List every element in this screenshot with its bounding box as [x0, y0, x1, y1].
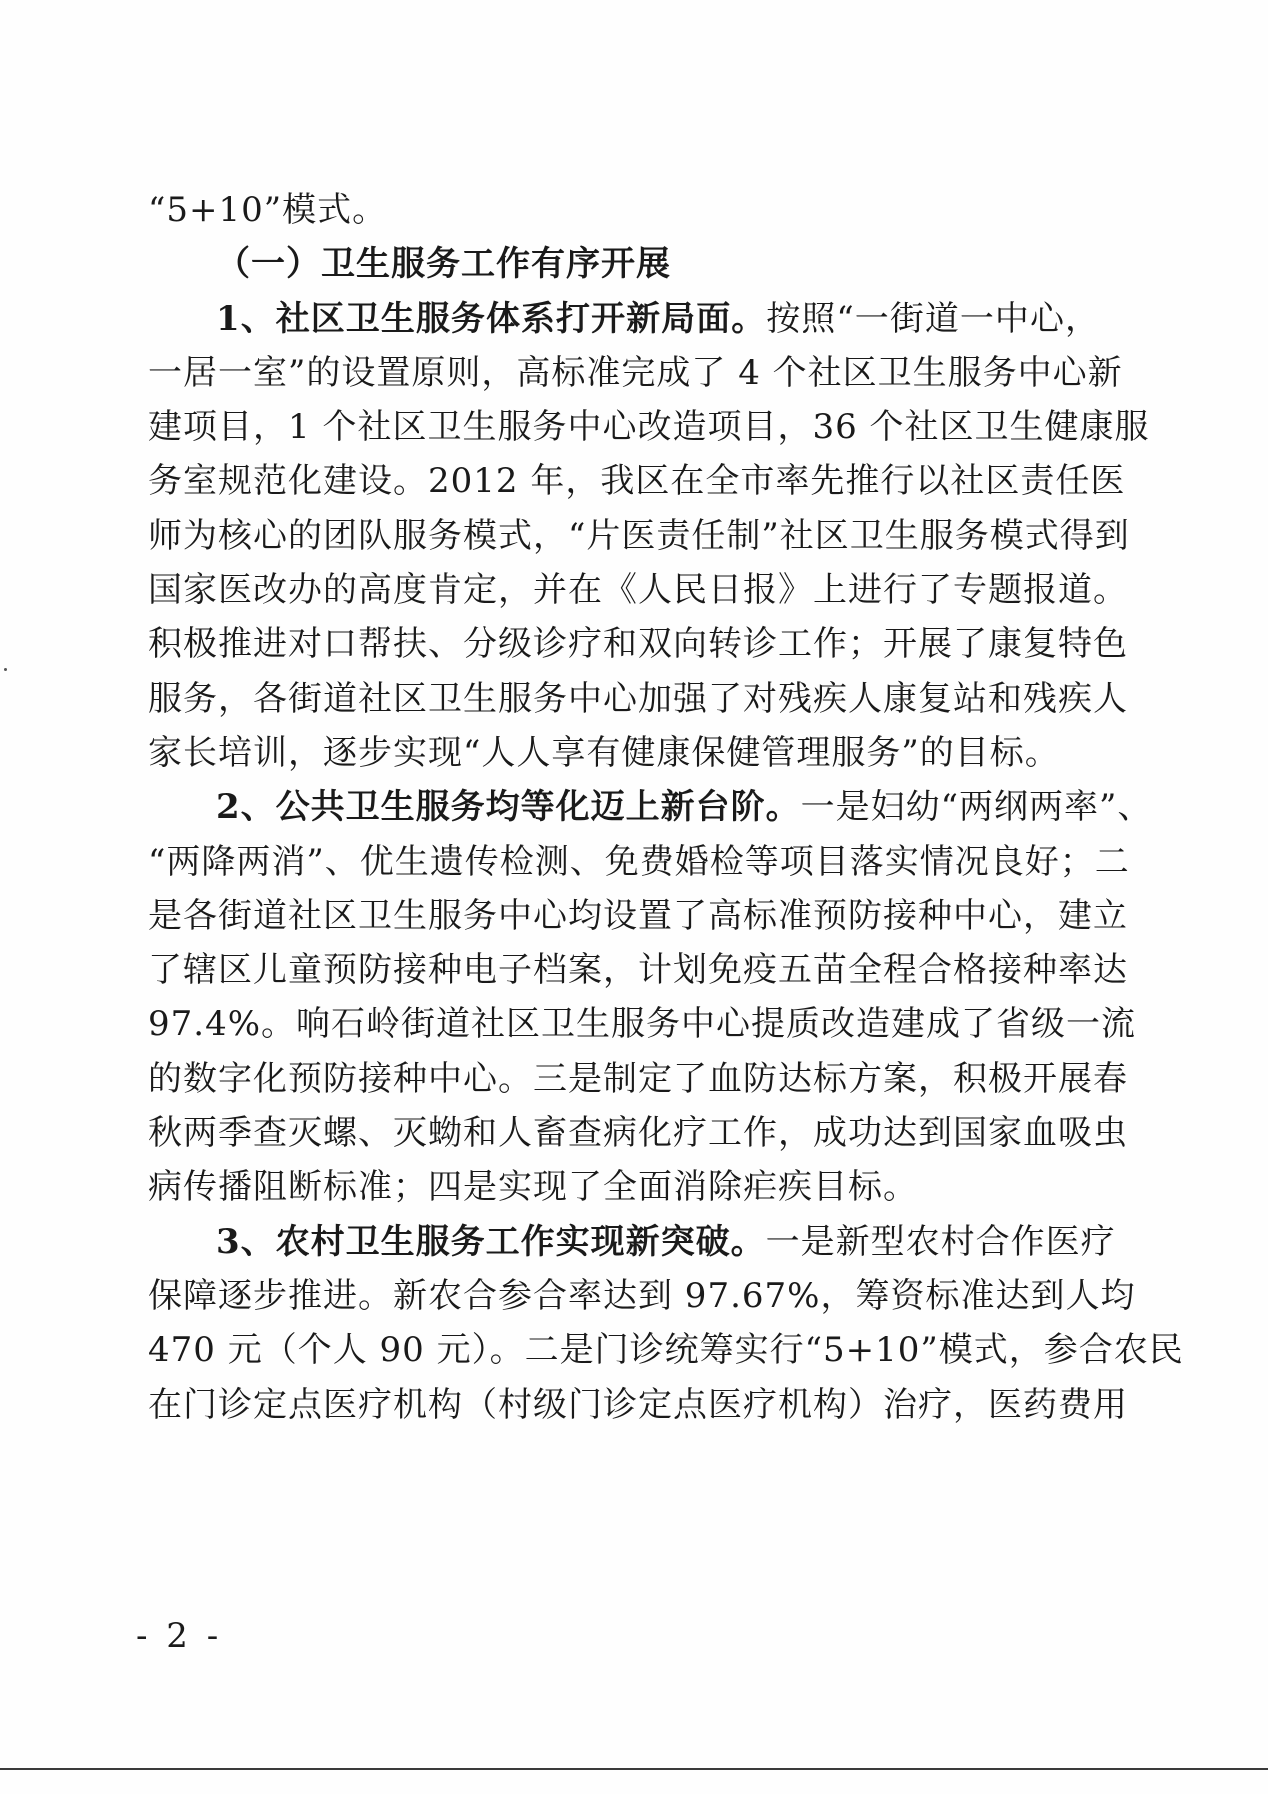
- paragraph-text: 按照“一街道一中心，: [766, 298, 1101, 339]
- paragraph-start: [148, 1215, 1116, 1269]
- text-line: 家长培训，逐步实现“人人享有健康保健管理服务”的目标。: [148, 732, 1060, 773]
- text-line: 一居一室”的设置原则，高标准完成了 4 个社区卫生服务中心新: [148, 352, 1123, 393]
- text-line: 保障逐步推进。新农合参合率达到 97.67%，筹资标准达到人均: [148, 1275, 1136, 1316]
- paragraph-lead: 1、社区卫生服务体系打开新局面。: [216, 298, 767, 339]
- text-line: 秋两季查灭螺、灭蚴和人畜查病化疗工作，成功达到国家血吸虫: [148, 1113, 1128, 1154]
- bottom-scan-edge: [0, 1768, 1268, 1770]
- text-line: 师为核心的团队服务模式，“片医责任制”社区卫生服务模式得到: [148, 515, 1130, 556]
- text-line: 了辖区儿童预防接种电子档案，计划免疫五苗全程合格接种率达: [148, 950, 1128, 991]
- paragraph-start: [148, 292, 1100, 346]
- text-line: 在门诊定点医疗机构（村级门诊定点医疗机构）治疗，医药费用: [148, 1384, 1128, 1425]
- text-line: 病传播阻断标准；四是实现了全面消除疟疾目标。: [148, 1167, 918, 1208]
- paragraph-start: [148, 780, 1153, 834]
- text-line: 建项目，1 个社区卫生服务中心改造项目，36 个社区卫生健康服: [148, 407, 1150, 448]
- text-line: 服务，各街道社区卫生服务中心加强了对残疾人康复站和残疾人: [148, 678, 1128, 719]
- page-number: - 2 -: [136, 1616, 223, 1656]
- paragraph-text: 一是新型农村合作医疗: [765, 1221, 1116, 1262]
- paragraph-text: 一是妇幼“两纲两率”、: [800, 787, 1153, 828]
- paragraph-lead: 2、公共卫生服务均等化迈上新台阶。: [216, 787, 801, 828]
- text-line: 国家医改办的高度肯定，并在《人民日报》上进行了专题报道。: [148, 570, 1128, 611]
- text-line: 是各街道社区卫生服务中心均设置了高标准预防接种中心，建立: [148, 895, 1128, 936]
- text-line: “5+10”模式。: [148, 190, 388, 230]
- section-heading: （一）卫生服务工作有序开展: [216, 244, 671, 285]
- text-line: 积极推进对口帮扶、分级诊疗和双向转诊工作；开展了康复特色: [148, 624, 1128, 665]
- scan-speck: [4, 668, 7, 671]
- document-body: [148, 183, 1184, 1432]
- text-line: 务室规范化建设。2012 年，我区在全市率先推行以社区责任医: [148, 461, 1126, 502]
- text-line: 97.4%。响石岭街道社区卫生服务中心提质改造建成了省级一流: [148, 1004, 1137, 1045]
- paragraph-lead: 3、农村卫生服务工作实现新突破。: [216, 1221, 766, 1262]
- text-line: 的数字化预防接种中心。三是制定了血防达标方案，积极开展春: [148, 1058, 1128, 1099]
- text-line: “两降两消”、优生遗传检测、免费婚检等项目落实情况良好；二: [148, 841, 1130, 882]
- text-line: 470 元（个人 90 元）。二是门诊统筹实行“5+10”模式，参合农民: [148, 1330, 1184, 1371]
